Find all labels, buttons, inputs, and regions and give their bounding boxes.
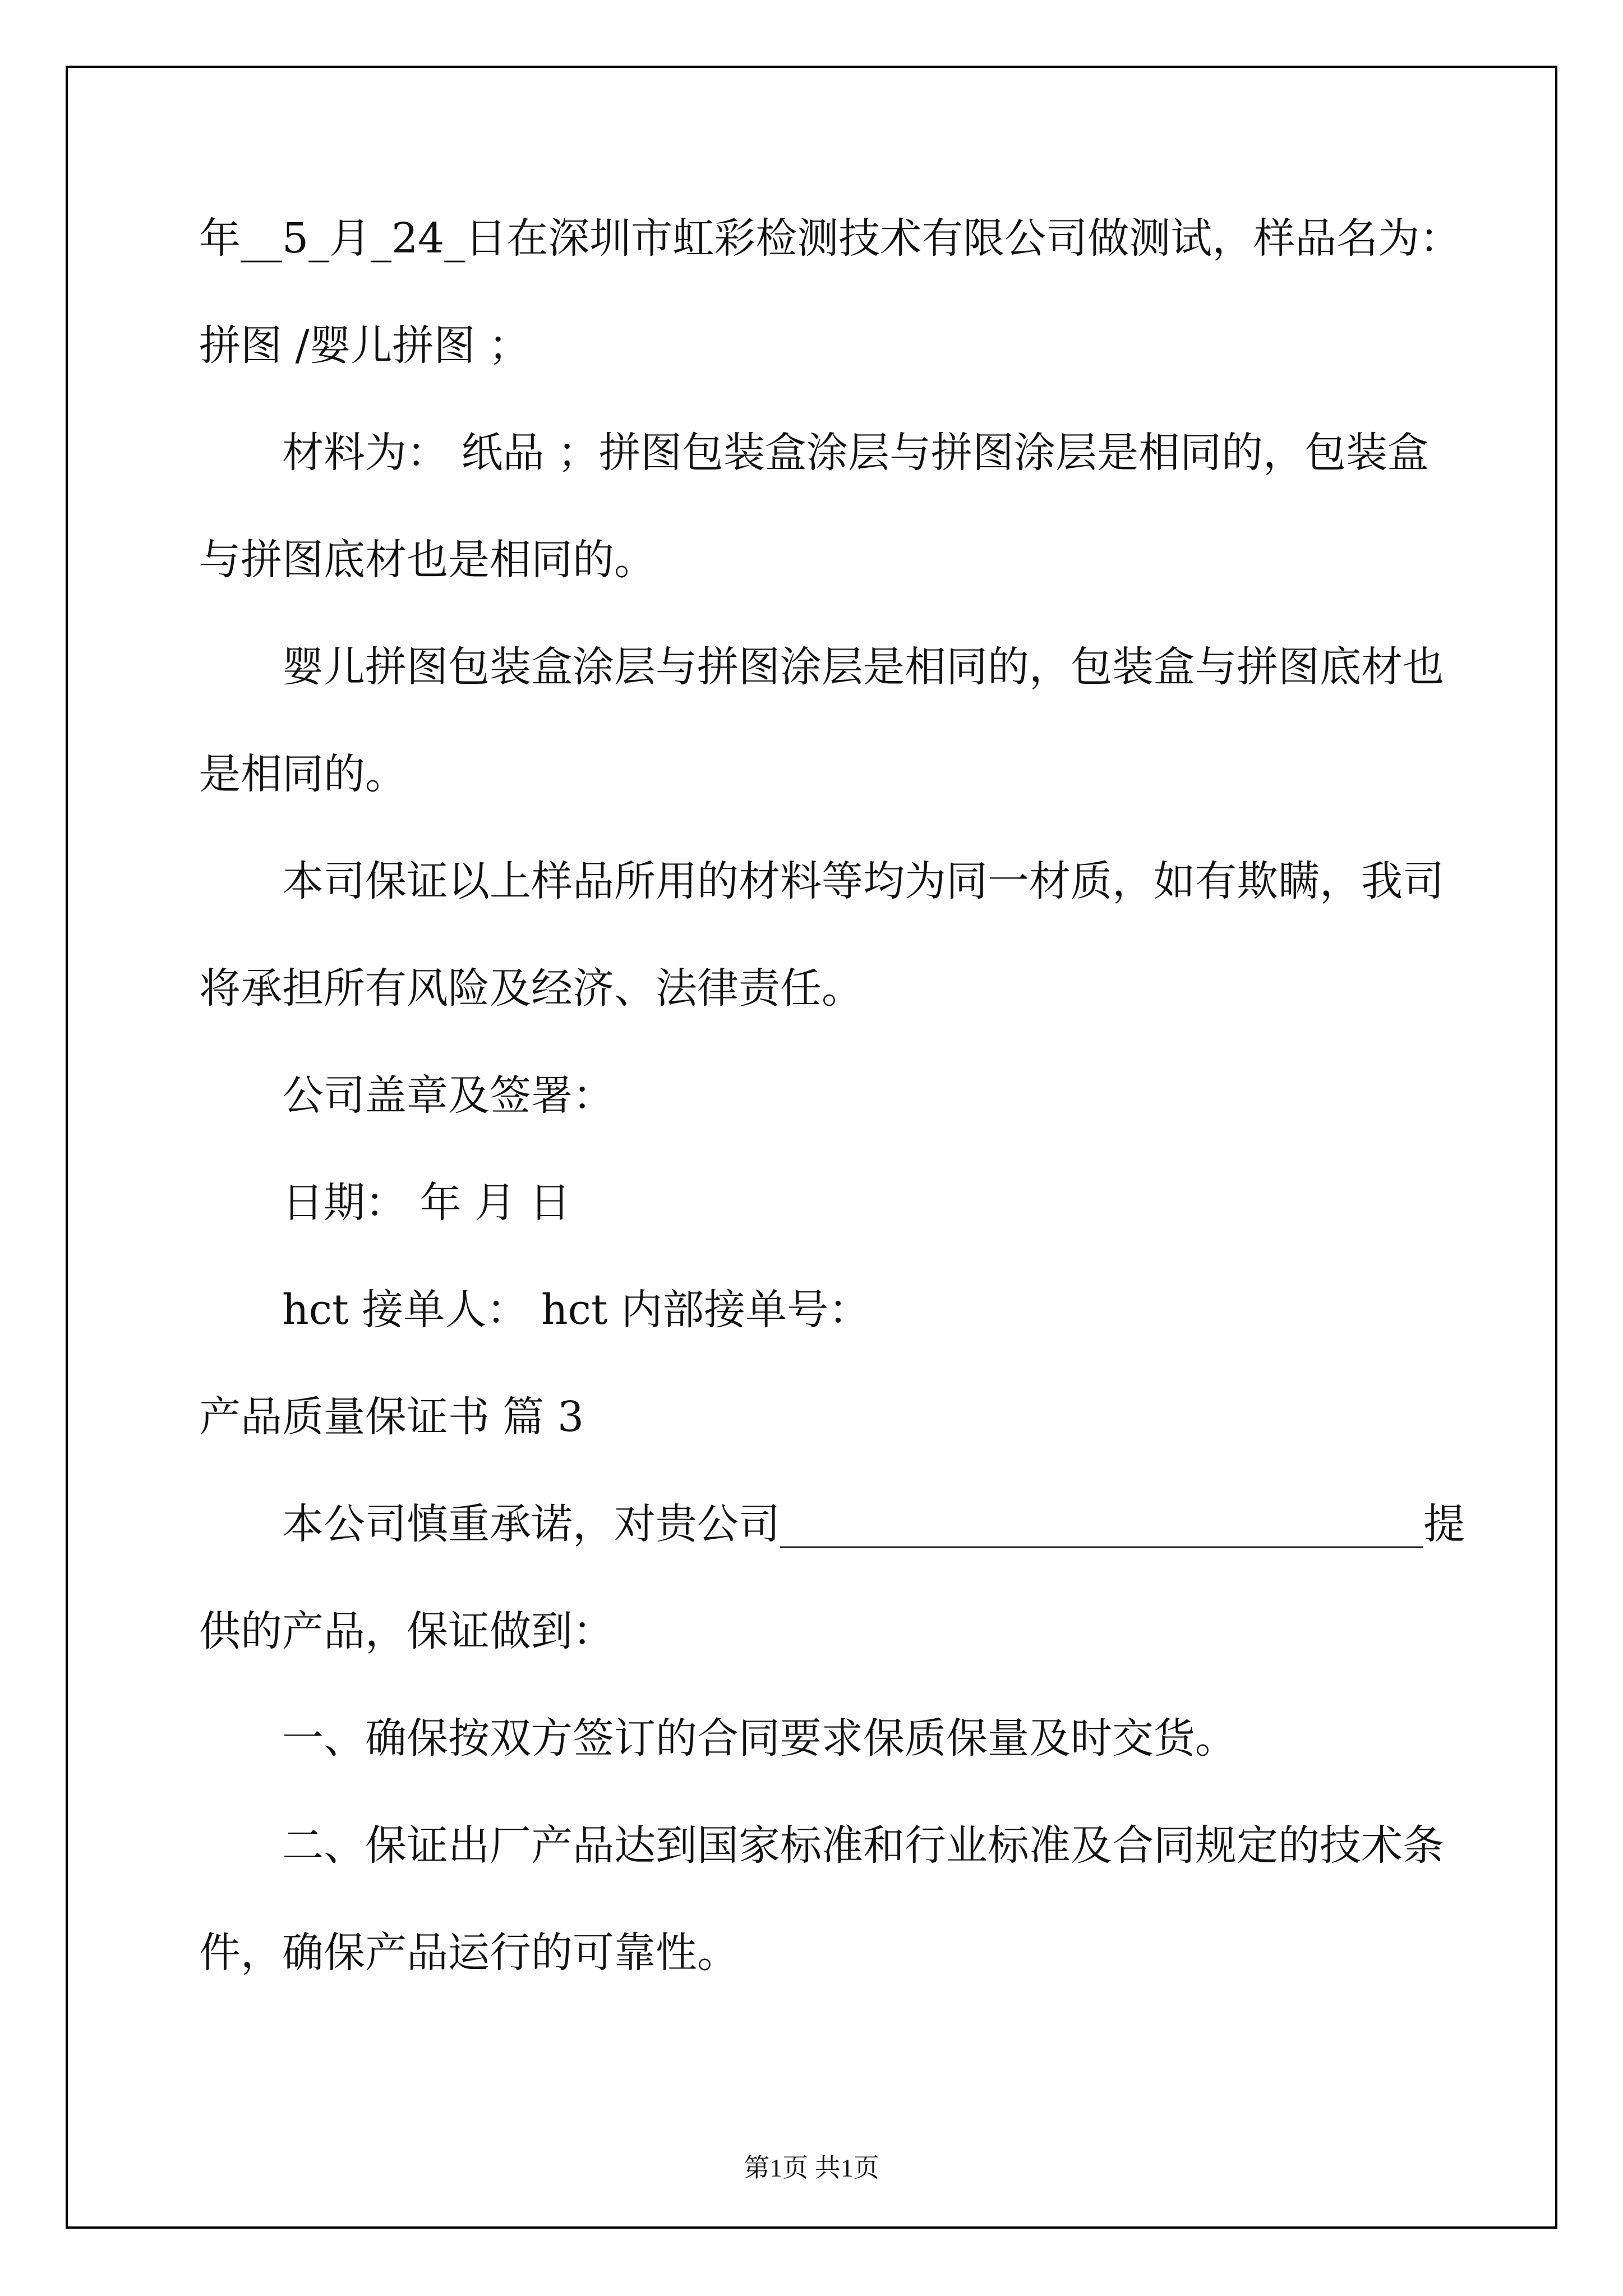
paragraph-start-line: 一、确保按双方签订的合同要求保质保量及时交货。 (282, 1714, 1237, 1763)
order-info-label: hct 接单人： hct 内部接单号： (282, 1286, 870, 1334)
paragraph-start-line: 本司保证以上样品所用的材料等均为同一材质，如有欺瞒，我司 (282, 857, 1444, 905)
text-line: 拼图 /婴儿拼图 ； (199, 321, 530, 370)
section-heading: 产品质量保证书 篇 3 (199, 1393, 584, 1441)
page-number-footer: 第1页 共1页 (744, 2154, 879, 2182)
text-line: 是相同的。 (199, 750, 407, 798)
paragraph-start-line: 二、保证出厂产品达到国家标准和行业标准及合同规定的技术条 (282, 1821, 1444, 1870)
text-line: 将承担所有风险及经济、法律责任。 (199, 964, 863, 1013)
text-line: 年__5_月_24_日在深圳市虹彩检测技术有限公司做测试，样品名为： (199, 214, 1461, 263)
paragraph-start-line: 本公司慎重承诺，对贵公司_______________________________提 (282, 1500, 1465, 1548)
document-body (199, 214, 1465, 2039)
signature-label: 公司盖章及签署： (282, 1071, 614, 1120)
paragraph-start-line: 材料为： 纸品 ；拼图包装盒涂层与拼图涂层是相同的，包装盒 (282, 429, 1430, 477)
text-line: 供的产品，保证做到： (199, 1607, 614, 1655)
text-line: 与拼图底材也是相同的。 (199, 536, 656, 584)
text-line: 件，确保产品运行的可靠性。 (199, 1929, 739, 1977)
date-label: 日期： 年 月 日 (282, 1179, 571, 1227)
paragraph-start-line: 婴儿拼图包装盒涂层与拼图涂层是相同的，包装盒与拼图底材也 (282, 643, 1444, 691)
